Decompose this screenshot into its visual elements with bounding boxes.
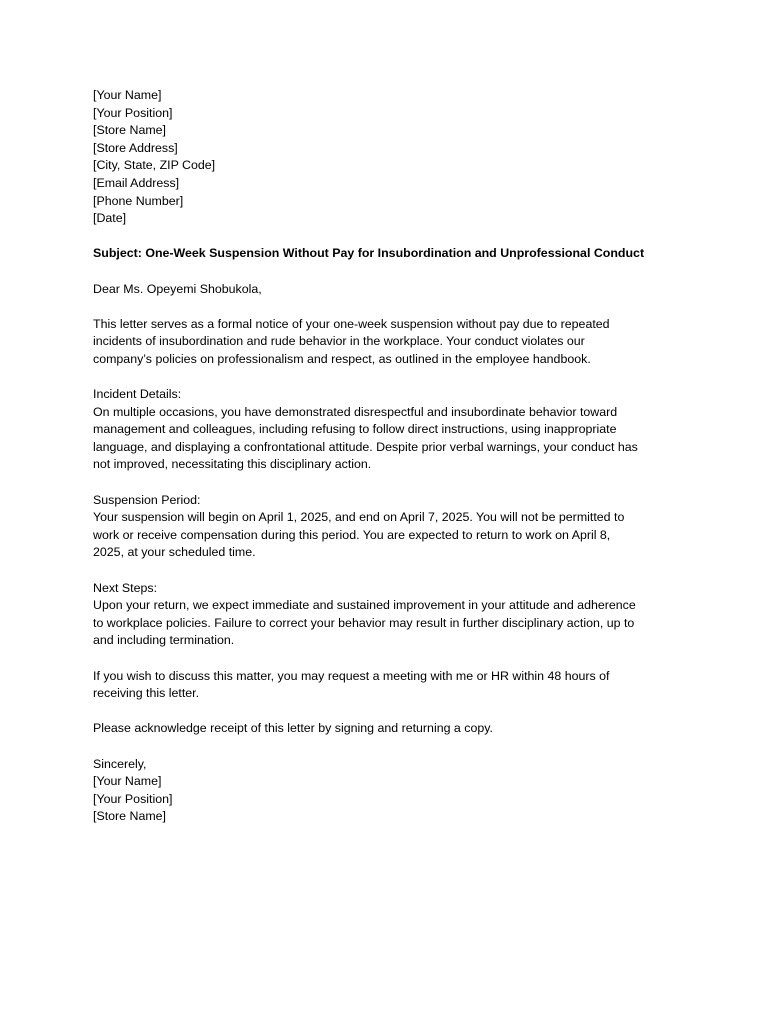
- intro-paragraph: [93, 316, 683, 369]
- signature-name: [Your Name]: [93, 774, 162, 789]
- spacer: [93, 228, 683, 246]
- sender-email: [Email Address]: [93, 175, 180, 190]
- sender-store-name: [Store Name]: [93, 123, 166, 138]
- salutation: Dear Ms. Opeyemi Shobukola,: [93, 281, 262, 296]
- paragraph-line: language, and displaying a confrontational attitude. Despite prior verbal warnings, your conduct has: [93, 439, 638, 454]
- sender-name: [Your Name]: [93, 88, 162, 102]
- signature-block: [93, 756, 683, 826]
- letter-date: [Date]: [93, 211, 127, 226]
- paragraph-line: On multiple occasions, you have demonstrated disrespectful and insubordinate behavior toward: [93, 404, 618, 419]
- spacer: [93, 562, 683, 580]
- signature-store-name: [Store Name]: [93, 809, 166, 824]
- paragraph-line: Your suspension will begin on April 1, 2025, and end on April 7, 2025. You will not be permitted to: [93, 510, 625, 525]
- acknowledge-paragraph: Please acknowledge receipt of this letter by signing and returning a copy.: [93, 721, 493, 736]
- suspension-section: [93, 492, 683, 562]
- paragraph-line: This letter serves as a formal notice of your one-week suspension without pay due to repeated: [93, 316, 610, 331]
- paragraph-line: 2025, at your scheduled time.: [93, 545, 256, 560]
- closing: Sincerely,: [93, 756, 147, 771]
- suspension-heading: Suspension Period:: [93, 492, 201, 507]
- spacer: [93, 369, 683, 387]
- sender-store-address: [Store Address]: [93, 140, 178, 155]
- spacer: [93, 650, 683, 668]
- incident-heading: Incident Details:: [93, 387, 182, 402]
- discuss-paragraph: [93, 668, 683, 703]
- paragraph-line: not improved, necessitating this disciplinary action.: [93, 457, 372, 472]
- spacer: [93, 474, 683, 492]
- signature-position: [Your Position]: [93, 791, 173, 806]
- incident-section: [93, 386, 683, 474]
- spacer: [93, 703, 683, 721]
- spacer: [93, 298, 683, 316]
- paragraph-line: If you wish to discuss this matter, you may request a meeting with me or HR within 48 hours of: [93, 668, 610, 683]
- paragraph-line: management and colleagues, including refusing to follow direct instructions, using inappropriate: [93, 422, 617, 437]
- sender-block: [93, 87, 683, 228]
- sender-city-state-zip: [City, State, ZIP Code]: [93, 158, 216, 173]
- spacer: [93, 263, 683, 281]
- paragraph-line: incidents of insubordination and rude behavior in the workplace. Your conduct violates our: [93, 334, 585, 349]
- subject-line: Subject: One-Week Suspension Without Pay for Insubordination and Unprofessional Conduct: [93, 246, 645, 261]
- next-steps-section: [93, 580, 683, 650]
- spacer: [93, 738, 683, 756]
- paragraph-line: to workplace policies. Failure to correct your behavior may result in further disciplinary action, up to: [93, 615, 635, 630]
- paragraph-line: company’s policies on professionalism and respect, as outlined in the employee handbook.: [93, 351, 591, 366]
- sender-position: [Your Position]: [93, 105, 173, 120]
- sender-phone: [Phone Number]: [93, 193, 184, 208]
- next-steps-heading: Next Steps:: [93, 580, 158, 595]
- paragraph-line: receiving this letter.: [93, 686, 200, 701]
- paragraph-line: and including termination.: [93, 633, 235, 648]
- letter-body: [93, 87, 683, 826]
- paragraph-line: work or receive compensation during this period. You are expected to return to work on April 8,: [93, 527, 611, 542]
- paragraph-line: Upon your return, we expect immediate and sustained improvement in your attitude and adherence: [93, 598, 636, 613]
